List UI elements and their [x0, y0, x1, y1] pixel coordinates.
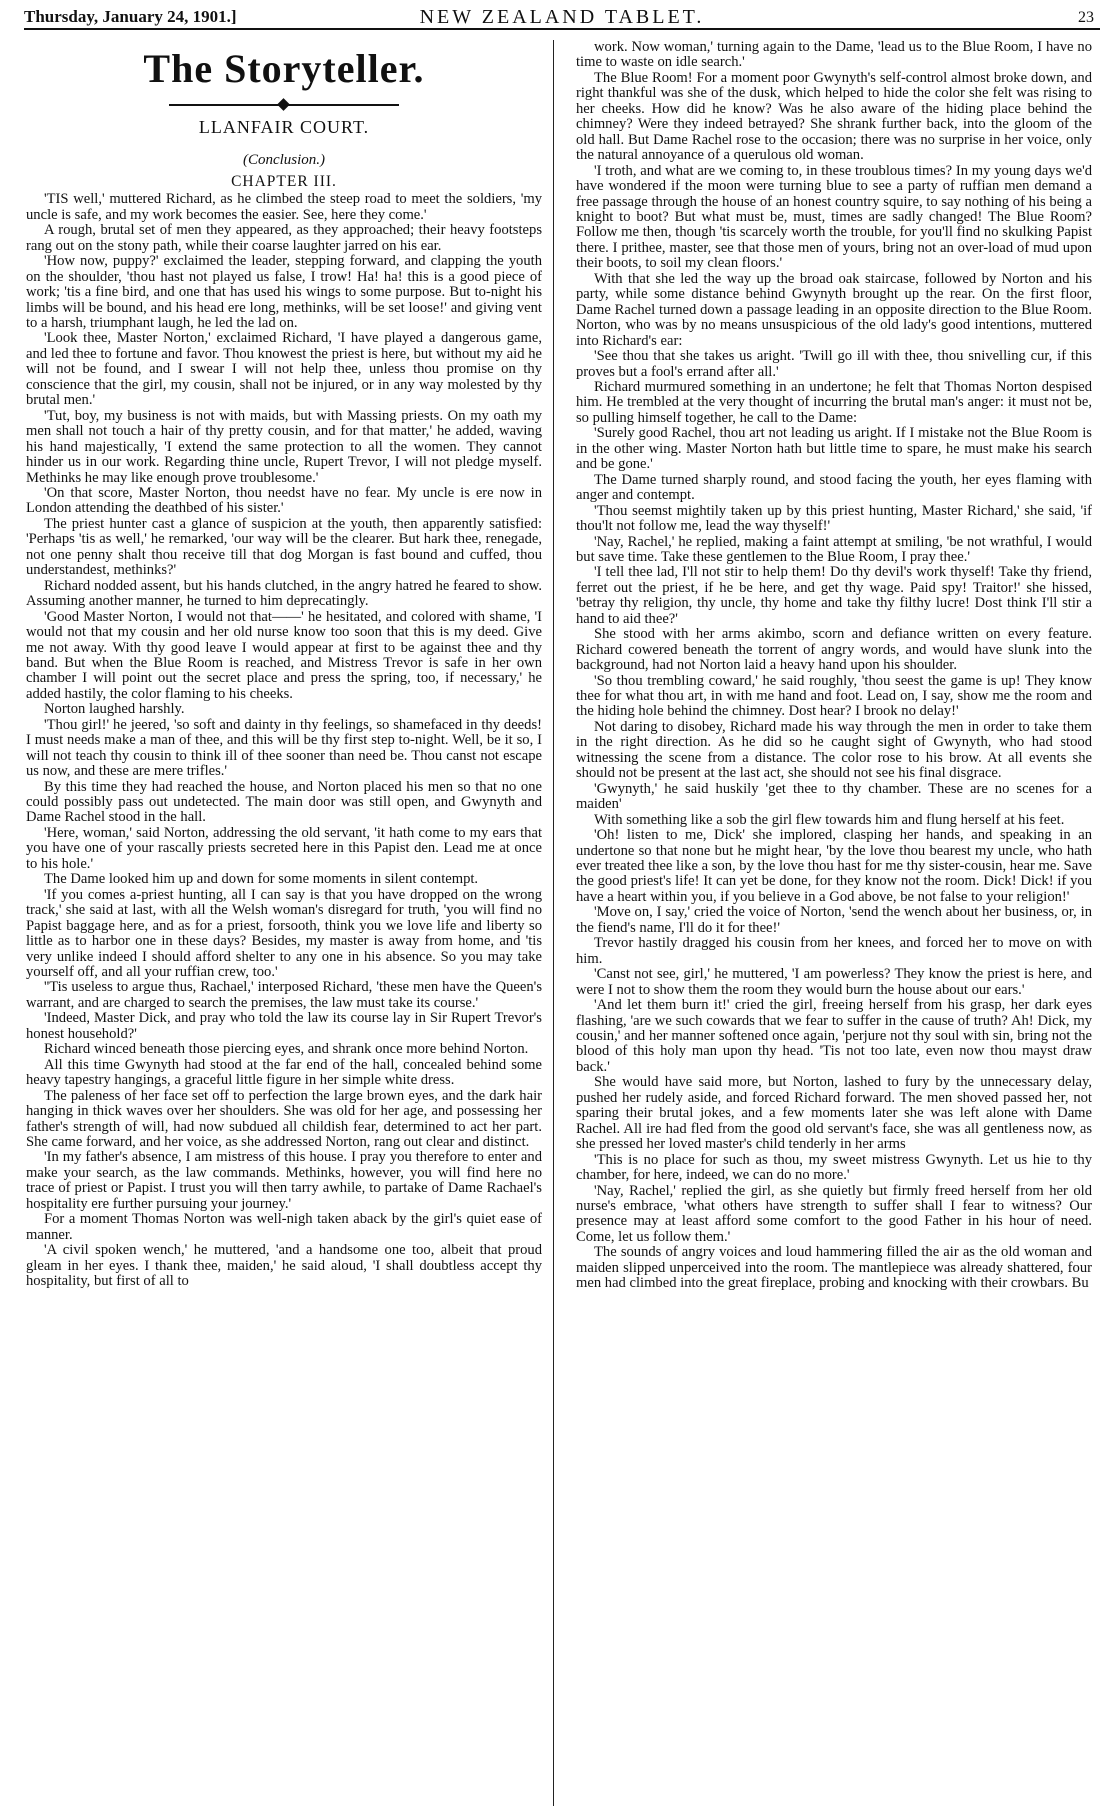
- story-title: LLANFAIR COURT.: [198, 117, 370, 137]
- paragraph: By this time they had reached the house, and Norton placed his men so that no one could possibly pass out undetected. The main door was still open, and Gwynyth and Dame Rachel stood in the hall.: [26, 778, 542, 826]
- diamond-ornament-icon: [277, 98, 290, 111]
- right-column: [576, 40, 1092, 1808]
- paragraph: 'Look thee, Master Norton,' exclaimed Richard, 'I have played a dangerous game, and led thee to fortune and favor. Thou knowest the priest is here, but without my aid he will not be found, and I swear I will not help thee, unless thou promise on thy conscience that the girl, my cousin, shall not be injured, or in any way molested by thy brutal men.': [26, 330, 542, 409]
- paragraph: Richard winced beneath those piercing eyes, and shrank once more behind Norton.: [44, 1041, 529, 1058]
- paragraph: Norton laughed harshly.: [44, 701, 185, 718]
- section-title: The Storyteller.: [143, 46, 425, 91]
- chapter-heading: CHAPTER III.: [231, 172, 337, 190]
- paragraph: Not daring to disobey, Richard made his way through the men in order to take them in the right direction. As he did so he caught sight of Gwynyth, who had stood witnessing the scene from a distance. The color rose to his brow. At all events she should not be present at the last act, she should not see his final disgrace.: [576, 718, 1092, 782]
- paragraph: All this time Gwynyth had stood at the far end of the hall, concealed behind some heavy tapestry hangings, a graceful little figure in her simple white dress.: [26, 1056, 542, 1089]
- paragraph: Trevor hastily dragged his cousin from her knees, and forced her to move on with him.: [576, 935, 1092, 967]
- paragraph: Richard murmured something in an undertone; he felt that Thomas Norton despised him. He trembled at the very thought of incurring the brutal man's anger: it must not be, so pulling himself together, he call to the Dame:: [576, 378, 1092, 426]
- paragraph: 'Nay, Rachel,' he replied, making a faint attempt at smiling, 'be not wrathful, I would but save time. Take these gentlemen to the Blue Room, I pray thee.': [576, 533, 1092, 565]
- paragraph: 'If you comes a-priest hunting, all I can say is that you have dropped on the wrong track,' she said at last, with all the Welsh woman's disregard for truth, 'you will find no Papist baggage here, and as for a priest, forsooth, think you we love life and liberty so little as to harbor one in these days? Besides, my master is away from home, and 'tis very unlike indeed I should afford shelter to any one in his absence. So you may take yourself off, and all your ruffian crew, too.': [26, 886, 542, 981]
- right-column-body: [576, 40, 1092, 1292]
- paragraph: 'Good Master Norton, I would not that——' he hesitated, and colored with shame, 'I would not that my cousin and her old nurse know too soon that this is my deed. Give me not away. With thy good leave I would appear at first to be against thee and thy band. But when the Blue Room is reached, and Mistress Trevor is safe in her own chamber I will point out the secret place and press the spring, too, if necessary,' he added hastily, the color flaming to his cheeks.: [26, 608, 542, 702]
- paragraph: The Dame looked him up and down for some moments in silent contempt.: [44, 871, 479, 888]
- paragraph: She would have said more, but Norton, lashed to fury by the unnecessary delay, pushed her rudely aside, and forced Richard forward. The men shoved passed her, not sparing their brutal jokes, and a few moments later she was left alone with Dame Rachel. All ire had fled from the good old servant's face, she was all gentleness now, as she pressed her loved master's child tenderly in her arms: [576, 1074, 1092, 1153]
- paragraph: 'Gwynyth,' he said huskily 'get thee to thy chamber. These are no scenes for a maiden': [576, 780, 1092, 813]
- paragraph: 'How now, puppy?' exclaimed the leader, stepping forward, and clapping the youth on the shoulder, 'thou hast not played us false, I trow! Ha! ha! this is a good piece of work; 'tis a fine bird, and one that has used his wings to some purpose. But to-night his limbs will be bound, and his head ere long, methinks, will be set loose!' and giving vent to a harsh, triumphant laugh, he led the lad on.: [26, 253, 542, 331]
- paragraph: The paleness of her face set off to perfection the large brown eyes, and the dark hair hanging in thick waves over her shoulders. She was old for her age, and possessing her father's strength of will, had now subdued all childish fear, determined to act her part. She came forward, and her voice, as she addressed Norton, rang out clear and distinct.: [26, 1087, 542, 1150]
- paragraph: The Blue Room! For a moment poor Gwynyth's self-control almost broke down, and right thankful was she of the dusk, which helped to hide the color she felt was rising to her cheeks. How did he know? Was he also aware of the hiding place behind the chimney? Were they indeed betrayed? She shrank further back, into the gloom of the old hall. But Dame Rachel rose to the occasion; there was no surprise in her voice, only the natural annoyance of a querulous old woman.: [576, 69, 1092, 164]
- paragraph: 'Thou seemst mightily taken up by this priest hunting, Master Richard,' she said, 'if thou'lt not follow me, lead the way thyself!': [576, 502, 1092, 535]
- left-column: [26, 40, 542, 1808]
- paragraph: 'A civil spoken wench,' he muttered, 'and a handsome one too, albeit that proud gleam in her eyes. I thank thee, maiden,' he said aloud, 'I shall doubtless accept thy hospitality, but first of all to: [26, 1242, 542, 1290]
- paragraph: 'Tut, boy, my business is not with maids, but with Massing priests. On my oath my men shall not touch a hair of thy pretty cousin, and for that matter,' he added, waving his hand majestically, 'I extend the same protection to all the women. They cannot hinder us in our work. Regarding thine uncle, Rupert Trevor, I will not pledge myself. Methinks he may like enough prove troublesome.': [26, 407, 542, 486]
- paragraph: 'TIS well,' muttered Richard, as he climbed the steep road to meet the soldiers, 'my uncle is safe, and my work becomes the easier. See, here they come.': [26, 191, 542, 223]
- paragraph: 'I troth, and what are we coming to, in these troublous times? In my young days we'd have wondered if the moon were turning blue to see a party of ruffian men demand a free passage through the house of an honest country squire, to say nothing of his being a knight to boot? But what must be, must, times are sadly changed! The Blue Room? Follow me then, though 'tis scarcely worth the trouble, for you'll find no skulking Papist there. I prithee, master, see that those men of yours, bring not an over-load of mud upon their boots, to soil my clean floors.': [576, 162, 1092, 272]
- page-header: [24, 6, 1100, 30]
- paragraph: 'On that score, Master Norton, thou needst have no fear. My uncle is ere now in London attending the deathbed of his sister.': [26, 484, 542, 517]
- section-masthead: [26, 46, 542, 189]
- paragraph: 'In my father's absence, I am mistress of this house. I pray you therefore to enter and make your search, as the law commands. Methinks, however, you will find here no trace of priest or Papist. I trust you will then tarry awhile, to partake of Dame Rachael's hospitality ere further pursuing your journey.': [26, 1149, 542, 1212]
- paragraph: 'Thou girl!' he jeered, 'so soft and dainty in thy feelings, so shamefaced in thy deeds! I must needs make a man of thee, and this will be thy first step to-night. Well, be it so, I will not teach thy cousin to think ill of thee sooner than need be. Thou canst not escape us now, and these are mere trifles.': [26, 716, 542, 780]
- page-number: 23: [1078, 9, 1094, 26]
- left-column-body: [26, 192, 542, 1289]
- paragraph: With that she led the way up the broad oak staircase, followed by Norton and his party, while some distance behind Gwynyth brought up the rear. On the first floor, Dame Rachel turned down a passage leading in an opposite direction to the Blue Room. Norton, who was by no means unsuspicious of the old lady's good intentions, muttered into Richard's ear:: [576, 270, 1092, 349]
- conclusion-note: (Conclusion.): [242, 152, 326, 169]
- paragraph: 'So thou trembling coward,' he said roughly, 'thou seest the game is up! They know thee for what thou art, in with me hand and foot. Lead on, I say, show me the room and the hiding hole behind the chimney. Dost hear? I brook no delay!': [576, 672, 1092, 720]
- paragraph: The Dame turned sharply round, and stood facing the youth, her eyes flaming with anger and contempt.: [576, 471, 1092, 504]
- paragraph: Richard nodded assent, but his hands clutched, in the angry hatred he feared to show. Assuming another manner, he turned to him deprecatingly.: [26, 577, 542, 610]
- paragraph: She stood with her arms akimbo, scorn and defiance written on every feature. Richard cowered beneath the torrent of angry words, and would have slunk into the background, had not Norton laid a heavy hand upon his shoulder.: [576, 626, 1092, 674]
- paragraph: 'Move on, I say,' cried the voice of Norton, 'send the wench about her business, or, in the fiend's name, I'll do it for thee!': [576, 904, 1092, 936]
- paragraph: A rough, brutal set of men they appeared, as they approached; their heavy footsteps rang out on the stony path, while their coarse laughter jarred on his ear.: [26, 222, 542, 254]
- issue-date: Thursday, January 24, 1901.]: [24, 7, 237, 26]
- paragraph: With something like a sob the girl flew towards him and flung herself at his feet.: [594, 811, 1065, 828]
- paragraph: The priest hunter cast a glance of suspicion at the youth, then apparently satisfied: 'Perhaps 'tis as well,' he remarked, 'our way will be the clearer. But hark thee, renegade, not one penny shalt thou receive till that dog Morgan is fast bound and cuffed, thou understandest, methinks?': [26, 515, 542, 579]
- paragraph: work. Now woman,' turning again to the Dame, 'lead us to the Blue Room, I have no time to waste on idle search.': [576, 40, 1092, 71]
- paragraph: 'Nay, Rachel,' replied the girl, as she quietly but firmly freed herself from her old nurse's embrace, 'what others have strength to suffer shall I fear to witness? Our presence may at least afford some comfort to the good Father in his hour of need. Come, let us follow them.': [576, 1182, 1092, 1245]
- publication-title: NEW ZEALAND TABLET.: [419, 6, 705, 28]
- paragraph: The sounds of angry voices and loud hammering filled the air as the old woman and maiden slipped unperceived into the room. The mantlepiece was already shattered, four men had climbed into the great fireplace, probing and knocking with their crowbars. Bu: [576, 1244, 1092, 1292]
- paragraph: 'Surely good Rachel, thou art not leading us aright. If I mistake not the Blue Room is in the other wing. Master Norton hath but little time to spare, he must make his search and be gone.': [576, 425, 1092, 473]
- paragraph: 'Canst not see, girl,' he muttered, 'I am powerless? They know the priest is here, and were I not to show them the room they would burn the house about our ears.': [576, 966, 1092, 998]
- paragraph: For a moment Thomas Norton was well-nigh taken aback by the girl's quiet ease of manner.: [26, 1211, 542, 1243]
- paragraph: 'I tell thee lad, I'll not stir to help them! Do thy devil's work thyself! Take thy friend, ferret out the priest, if he be here, and get thy wage. Paid spy! Traitor!' she hissed, 'betray thy religion, thy uncle, thy home and take thy filthy lucre! Dost think I'll stir a hand to aid thee?': [576, 564, 1092, 627]
- paragraph: 'See thou that she takes us aright. 'Twill go ill with thee, thou snivelling cur, if this proves but a fool's errand after all.': [576, 348, 1092, 380]
- ornamental-rule: [169, 100, 399, 110]
- paragraph: 'Indeed, Master Dick, and pray who told the law its course lay in Sir Rupert Trevor's honest household?': [26, 1010, 542, 1042]
- paragraph: ''Tis useless to argue thus, Rachael,' interposed Richard, 'these men have the Queen's warrant, and are charged to search the premises, the law must take its course.': [26, 979, 542, 1011]
- paragraph: 'And let them burn it!' cried the girl, freeing herself from his grasp, her dark eyes flashing, 'are we such cowards that we fear to suffer in the cause of truth? Ah! Dick, my cousin,' and her manner softened once again, 'perjure not thy soul with sin, bring not the blood of this holy man upon thy head. 'Tis not too late, even now thou mayst draw back.': [576, 997, 1092, 1075]
- column-divider: [553, 40, 554, 1806]
- paragraph: 'This is no place for such as thou, my sweet mistress Gwynyth. Let us hie to thy chamber, for here, indeed, we can do no more.': [576, 1151, 1092, 1184]
- paragraph: 'Oh! listen to me, Dick' she implored, clasping her hands, and speaking in an undertone so that none but he might hear, 'by the love thou bearest my uncle, who hath ever treated thee like a son, by the love thou hast for me thy sister-cousin, hear me. Save the good priest's life! It can yet be done, for they know not the room. Dick! Dick! if you have a heart within you, if you believe in a God above, be not false to your religion!': [576, 827, 1092, 905]
- paragraph: 'Here, woman,' said Norton, addressing the old servant, 'it hath come to my ears that you have one of your rascally priests secreted here in this Papist den. Lead me at once to his hole.': [26, 824, 542, 872]
